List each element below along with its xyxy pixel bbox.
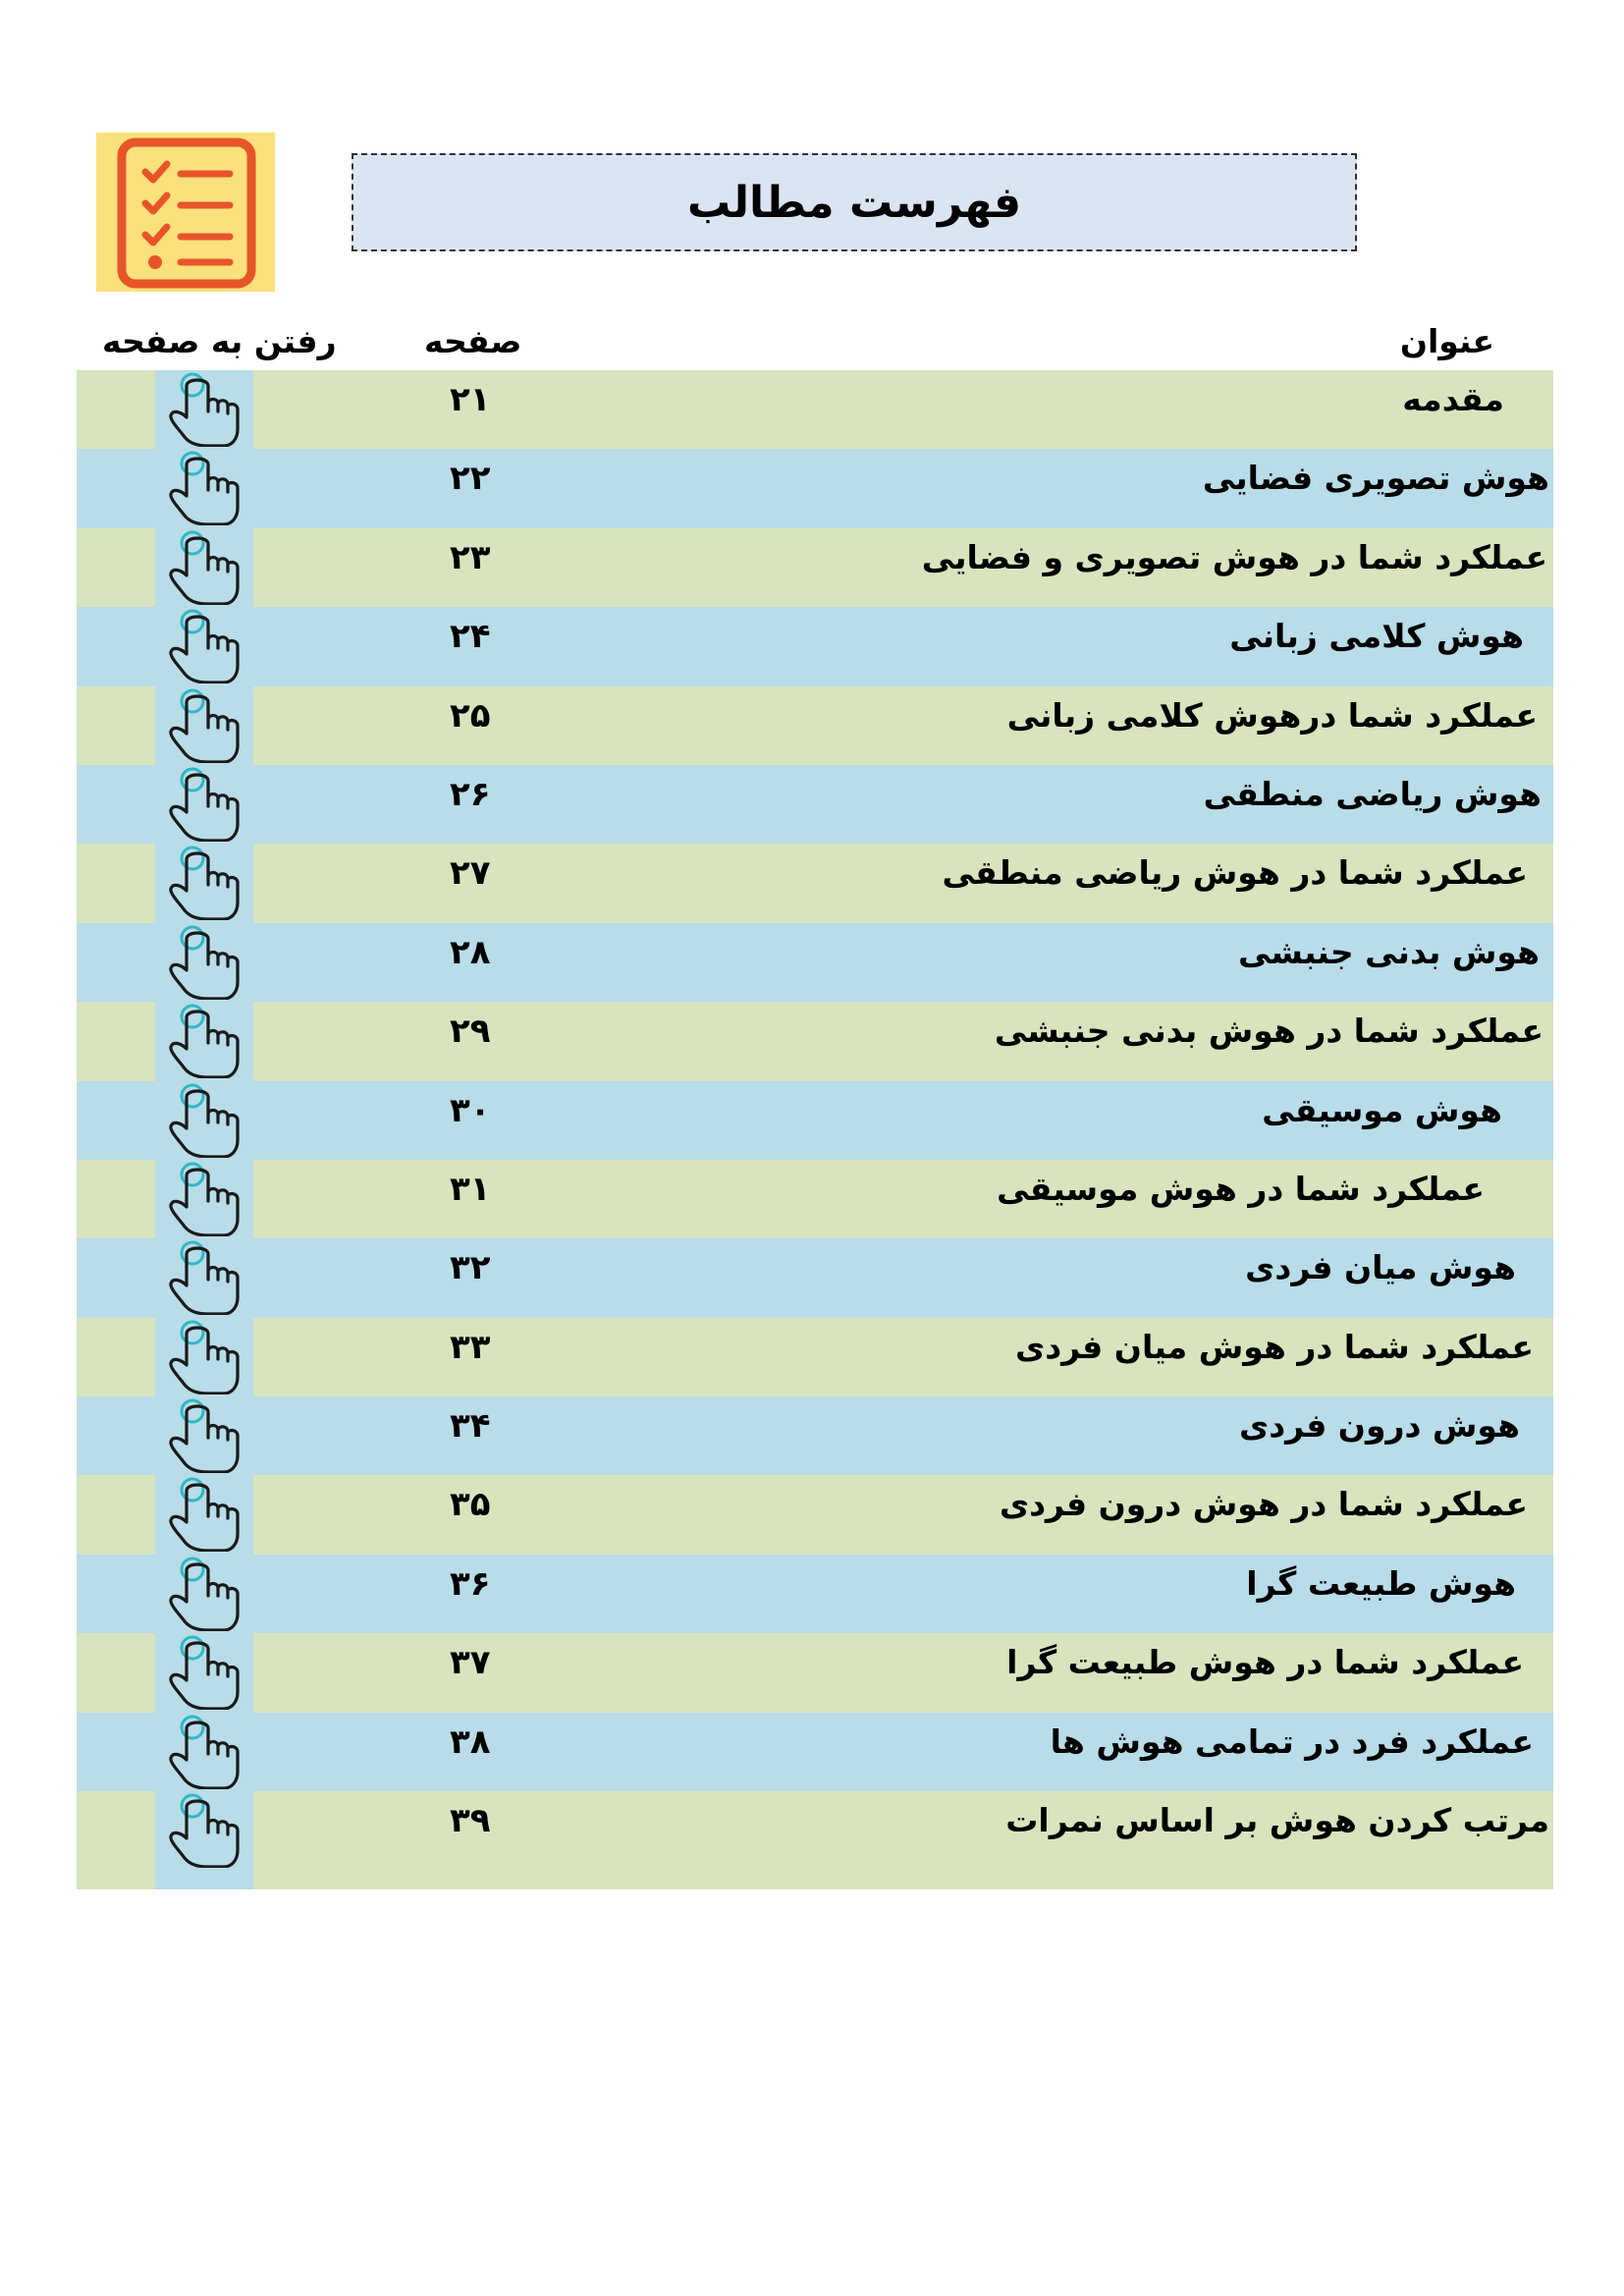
toc-entry-page: ۳۶ bbox=[450, 1563, 491, 1604]
goto-page-button[interactable] bbox=[155, 844, 253, 922]
toc-row bbox=[77, 1396, 1553, 1475]
pointing-hand-icon bbox=[163, 923, 245, 1004]
goto-page-button[interactable] bbox=[155, 1633, 253, 1712]
toc-entry-title: هوش بدنی جنبشی bbox=[1237, 932, 1540, 971]
toc-row bbox=[77, 686, 1553, 765]
toc-entry-page: ۳۸ bbox=[450, 1722, 491, 1762]
toc-entry-title: هوش تصویری فضایی bbox=[1202, 459, 1549, 498]
toc-entry-page: ۳۵ bbox=[450, 1485, 491, 1525]
goto-page-button[interactable] bbox=[155, 370, 253, 449]
toc-entry-title: هوش موسیقی bbox=[1262, 1090, 1502, 1129]
toc-row bbox=[77, 1160, 1553, 1238]
toc-entry-title: عملکرد شما در هوش طبیعت گرا bbox=[1006, 1643, 1524, 1682]
pointing-hand-icon bbox=[163, 1002, 245, 1082]
goto-page-button[interactable] bbox=[155, 1238, 253, 1317]
toc-entry-title: هوش طبیعت گرا bbox=[1246, 1563, 1516, 1603]
pointing-hand-icon bbox=[163, 1318, 245, 1398]
checklist-icon bbox=[96, 133, 275, 292]
toc-row bbox=[77, 844, 1553, 922]
goto-page-button[interactable] bbox=[155, 923, 253, 1002]
pointing-hand-icon bbox=[163, 1475, 245, 1556]
toc-entry-page: ۳۱ bbox=[450, 1169, 491, 1209]
toc-row bbox=[77, 765, 1553, 844]
goto-page-button[interactable] bbox=[155, 1081, 253, 1160]
toc-entry-title: عملکرد شما در هوش میان فردی bbox=[1014, 1327, 1534, 1366]
pointing-hand-icon bbox=[163, 765, 245, 846]
toc-entry-title: هوش کلامی زبانی bbox=[1229, 617, 1524, 656]
toc-entry-page: ۲۱ bbox=[450, 380, 491, 419]
toc-row bbox=[77, 528, 1553, 607]
toc-row bbox=[77, 1081, 1553, 1160]
goto-page-button[interactable] bbox=[155, 1791, 253, 1889]
pointing-hand-icon bbox=[163, 1396, 245, 1477]
column-header-page: صفحه bbox=[424, 322, 522, 360]
toc-entry-page: ۲۶ bbox=[450, 774, 491, 814]
pointing-hand-icon bbox=[163, 528, 245, 609]
toc-row bbox=[77, 1238, 1553, 1317]
toc-entry-page: ۳۲ bbox=[450, 1248, 491, 1288]
toc-entry-page: ۳۹ bbox=[450, 1801, 491, 1841]
pointing-hand-icon bbox=[163, 1791, 245, 1872]
toc-row bbox=[77, 449, 1553, 527]
pointing-hand-icon bbox=[163, 844, 245, 924]
goto-page-button[interactable] bbox=[155, 765, 253, 844]
toc-entry-title: عملکرد شما در هوش ریاضی منطقی bbox=[942, 853, 1528, 893]
toc-row bbox=[77, 1318, 1553, 1396]
goto-page-button[interactable] bbox=[155, 1555, 253, 1633]
toc-entry-page: ۲۹ bbox=[450, 1011, 491, 1052]
pointing-hand-icon bbox=[163, 1160, 245, 1240]
toc-row bbox=[77, 1633, 1553, 1712]
pointing-hand-icon bbox=[163, 1555, 245, 1635]
toc-entry-title: هوش درون فردی bbox=[1238, 1406, 1520, 1446]
toc-row bbox=[77, 923, 1553, 1002]
toc-row bbox=[77, 1555, 1553, 1633]
pointing-hand-icon bbox=[163, 449, 245, 529]
toc-row bbox=[77, 1791, 1553, 1889]
toc-entry-title: عملکرد فرد در تمامی هوش ها bbox=[1050, 1722, 1534, 1761]
toc-row bbox=[77, 1713, 1553, 1791]
toc-entry-title: عملکرد شما در هوش بدنی جنبشی bbox=[994, 1011, 1543, 1051]
toc-entry-title: مرتب کردن هوش بر اساس نمرات bbox=[1005, 1801, 1549, 1840]
toc-row bbox=[77, 1002, 1553, 1080]
goto-page-button[interactable] bbox=[155, 1318, 253, 1396]
toc-entry-page: ۳۷ bbox=[450, 1643, 491, 1683]
pointing-hand-icon bbox=[163, 686, 245, 767]
toc-entry-page: ۲۳ bbox=[450, 537, 491, 577]
toc-table bbox=[77, 370, 1553, 1889]
column-header-goto: رفتن به صفحه bbox=[102, 322, 337, 360]
page-title: فهرست مطالب bbox=[686, 177, 1022, 228]
goto-page-button[interactable] bbox=[155, 607, 253, 685]
goto-page-button[interactable] bbox=[155, 1396, 253, 1475]
toc-entry-page: ۳۴ bbox=[450, 1406, 491, 1447]
toc-entry-title: هوش ریاضی منطقی bbox=[1203, 774, 1542, 813]
toc-entry-title: عملکرد شما در هوش تصویری و فضایی bbox=[921, 537, 1547, 576]
toc-entry-page: ۲۸ bbox=[450, 932, 491, 972]
pointing-hand-icon bbox=[163, 1633, 245, 1714]
pointing-hand-icon bbox=[163, 1081, 245, 1162]
column-header-title: عنوان bbox=[1399, 322, 1494, 360]
goto-page-button[interactable] bbox=[155, 686, 253, 765]
pointing-hand-icon bbox=[163, 1713, 245, 1793]
toc-entry-title: عملکرد شما در هوش موسیقی bbox=[997, 1169, 1485, 1208]
toc-entry-title: مقدمه bbox=[1402, 380, 1504, 418]
pointing-hand-icon bbox=[163, 607, 245, 687]
toc-row bbox=[77, 370, 1553, 449]
goto-page-button[interactable] bbox=[155, 1160, 253, 1238]
toc-entry-page: ۲۷ bbox=[450, 853, 491, 894]
goto-page-button[interactable] bbox=[155, 449, 253, 527]
toc-entry-page: ۲۴ bbox=[450, 617, 491, 657]
toc-entry-page: ۳۰ bbox=[450, 1090, 491, 1130]
toc-row bbox=[77, 607, 1553, 685]
goto-page-button[interactable] bbox=[155, 1475, 253, 1554]
pointing-hand-icon bbox=[163, 1238, 245, 1319]
goto-page-button[interactable] bbox=[155, 528, 253, 607]
goto-page-button[interactable] bbox=[155, 1002, 253, 1080]
toc-entry-page: ۳۳ bbox=[450, 1327, 491, 1367]
pointing-hand-icon bbox=[163, 370, 245, 451]
goto-page-button[interactable] bbox=[155, 1713, 253, 1791]
toc-entry-title: هوش میان فردی bbox=[1245, 1248, 1516, 1287]
toc-row bbox=[77, 1475, 1553, 1554]
toc-entry-title: عملکرد شما در هوش درون فردی bbox=[999, 1485, 1528, 1524]
toc-entry-title: عملکرد شما درهوش کلامی زبانی bbox=[1006, 695, 1538, 735]
toc-entry-page: ۲۵ bbox=[450, 695, 491, 736]
toc-title-box bbox=[352, 153, 1357, 251]
toc-entry-page: ۲۲ bbox=[450, 459, 491, 499]
